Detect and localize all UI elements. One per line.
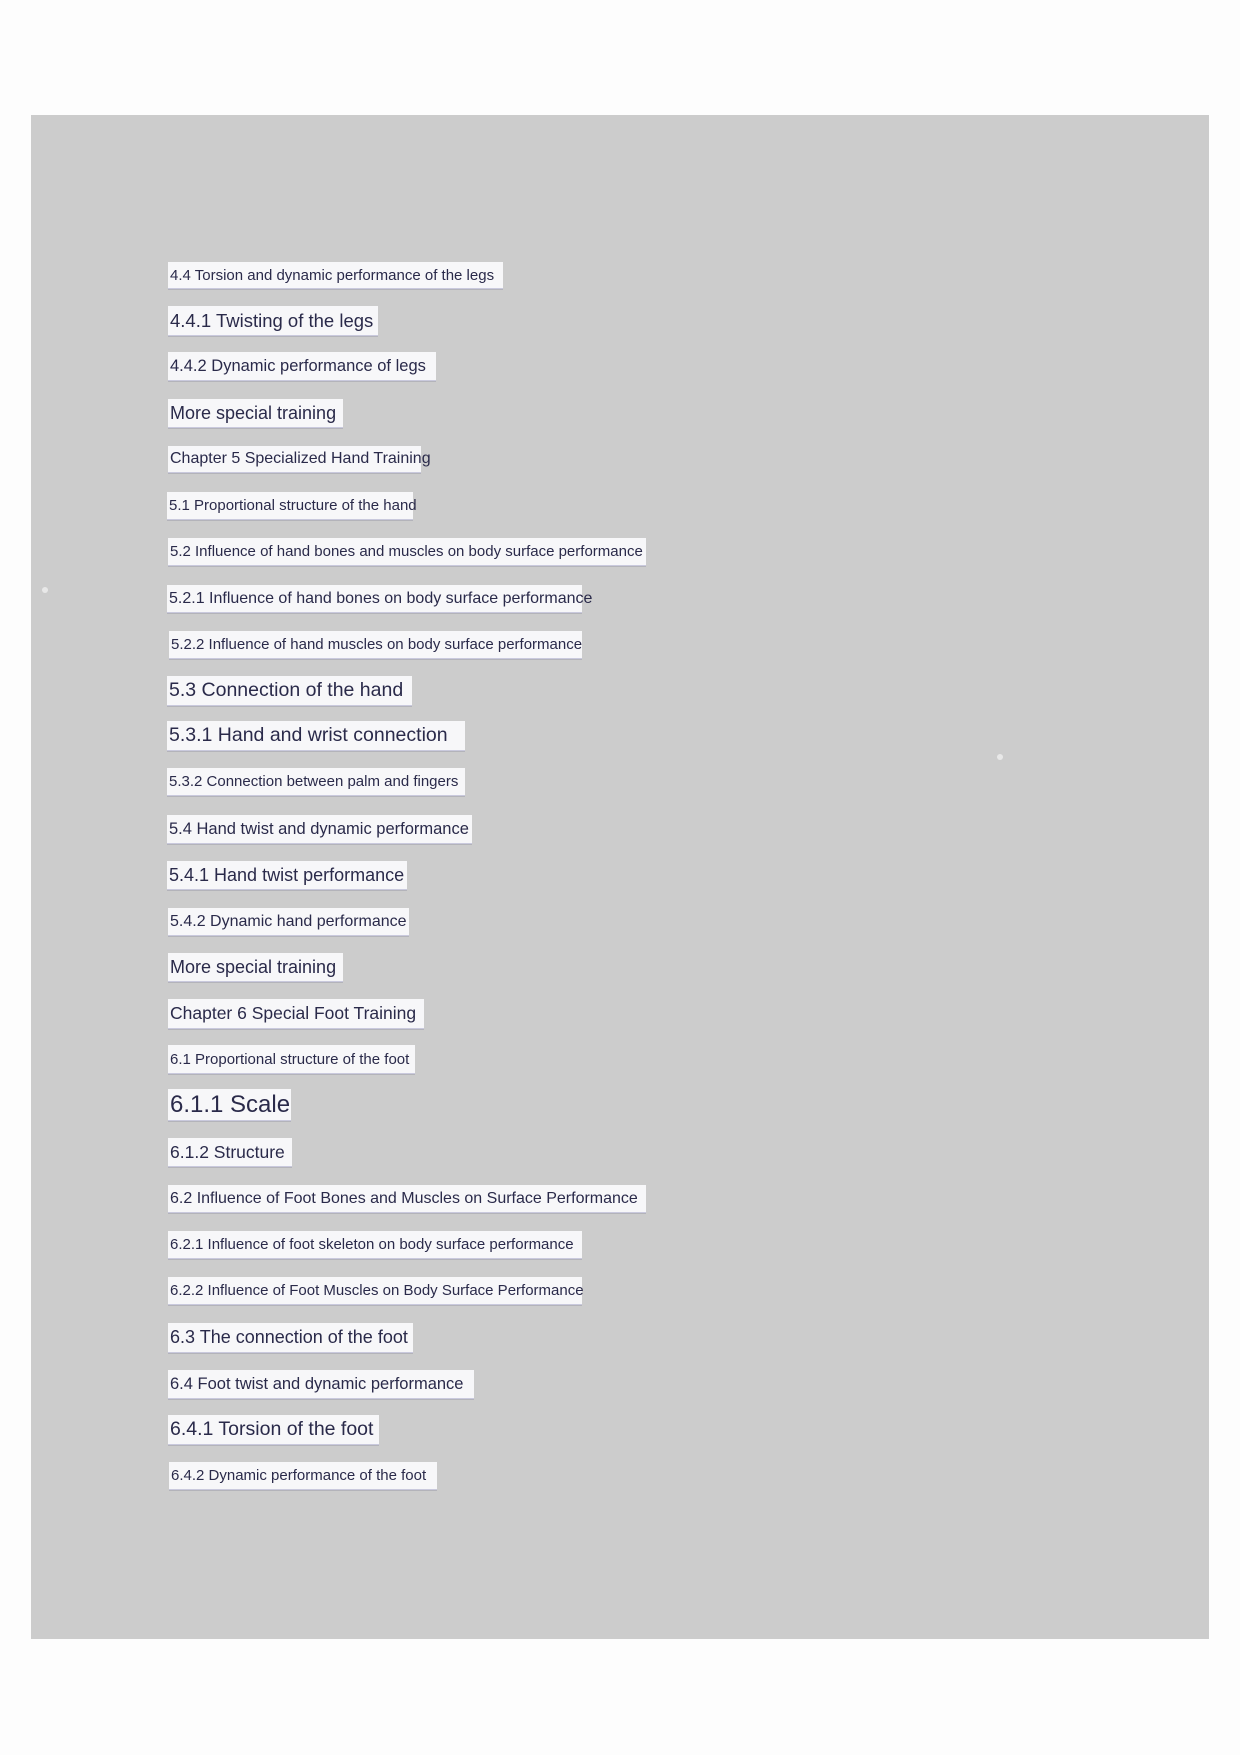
toc-entry-label: 5.2 Influence of hand bones and muscles on body surface performance	[170, 543, 643, 560]
toc-entry-4-4-2[interactable]	[168, 352, 436, 381]
toc-entry-4-4-1[interactable]	[168, 306, 378, 336]
toc-entry-6-1-1[interactable]	[168, 1089, 291, 1121]
toc-entry-6-3[interactable]	[168, 1323, 413, 1353]
toc-entry-label: 4.4.2 Dynamic performance of legs	[170, 356, 426, 375]
toc-entry-6-1-2[interactable]	[168, 1138, 292, 1167]
toc-entry-label: 4.4 Torsion and dynamic performance of the legs	[170, 266, 495, 284]
toc-entry-label: 6.3 The connection of the foot	[170, 1327, 408, 1347]
toc-entry-5-2-1[interactable]	[167, 585, 593, 613]
toc-entry-5-1[interactable]	[167, 492, 417, 520]
toc-entry-label: 6.2 Influence of Foot Bones and Muscles on Surface Performance	[170, 1189, 638, 1207]
toc-entry-label: 4.4.1 Twisting of the legs	[170, 309, 374, 331]
speck-dot	[997, 754, 1003, 760]
speck-dot	[42, 587, 48, 593]
toc-entry-label: Chapter 5 Specialized Hand Training	[170, 450, 431, 467]
toc-entry-6-4-1[interactable]	[168, 1415, 379, 1445]
toc-entry-6-4[interactable]	[168, 1370, 474, 1399]
toc-entry-5-4-2[interactable]	[168, 908, 409, 936]
toc-entry-6-2-1[interactable]	[168, 1231, 582, 1259]
toc-entry-5-3[interactable]	[167, 676, 412, 706]
toc-entry-5-3-1[interactable]	[167, 721, 465, 751]
toc-entry-label: 6.1 Proportional structure of the foot	[170, 1050, 410, 1068]
toc-entry-more-training-1[interactable]	[168, 399, 343, 428]
toc-entry-6-1[interactable]	[168, 1045, 415, 1074]
toc-entry-5-4-1[interactable]	[167, 861, 407, 890]
toc-entry-label: 5.4.1 Hand twist performance	[169, 864, 405, 885]
toc-entry-label: 6.4 Foot twist and dynamic performance	[170, 1374, 464, 1393]
toc-entry-more-training-2[interactable]	[168, 953, 343, 982]
toc-entry-6-2-2[interactable]	[168, 1277, 582, 1305]
toc-entry-label: 6.2.1 Influence of foot skeleton on body surface performance	[170, 1236, 574, 1253]
toc-entry-6-4-2[interactable]	[169, 1462, 437, 1490]
toc-entry-5-2[interactable]	[168, 538, 646, 566]
toc-entry-5-4[interactable]	[167, 815, 472, 844]
toc-entry-label: 5.3.1 Hand and wrist connection	[169, 724, 448, 746]
toc-entry-label: 5.3 Connection of the hand	[169, 679, 404, 701]
toc-entry-label: 6.2.2 Influence of Foot Muscles on Body Surface Performance	[170, 1282, 584, 1299]
toc-entry-label: 6.1.1 Scale	[170, 1090, 291, 1118]
toc-entry-label: 5.4.2 Dynamic hand performance	[170, 912, 407, 930]
toc-entry-5-2-2[interactable]	[169, 631, 582, 659]
toc-entry-label: 5.3.2 Connection between palm and fingers	[169, 773, 459, 790]
toc-entry-label: 6.4.1 Torsion of the foot	[170, 1418, 374, 1440]
toc-entry-label: More special training	[170, 956, 337, 977]
toc-entry-label: More special training	[170, 402, 337, 423]
toc-entry-5-3-2[interactable]	[167, 768, 465, 796]
toc-entry-6-2[interactable]	[168, 1185, 646, 1213]
toc-entry-label: 6.1.2 Structure	[170, 1141, 285, 1162]
toc-entry-4-4[interactable]	[168, 262, 503, 289]
toc-entry-chapter-5[interactable]	[168, 446, 431, 473]
toc-entry-label: 5.2.2 Influence of hand muscles on body surface performance	[171, 636, 583, 653]
toc-entry-chapter-6[interactable]	[168, 999, 424, 1029]
toc-entry-label: 5.1 Proportional structure of the hand	[169, 497, 417, 514]
toc-entry-label: 6.4.2 Dynamic performance of the foot	[171, 1467, 427, 1484]
toc-entry-label: 5.4 Hand twist and dynamic performance	[169, 819, 469, 838]
toc-entry-label: Chapter 6 Special Foot Training	[170, 1003, 417, 1023]
toc-entry-label: 5.2.1 Influence of hand bones on body surface performance	[169, 589, 593, 607]
